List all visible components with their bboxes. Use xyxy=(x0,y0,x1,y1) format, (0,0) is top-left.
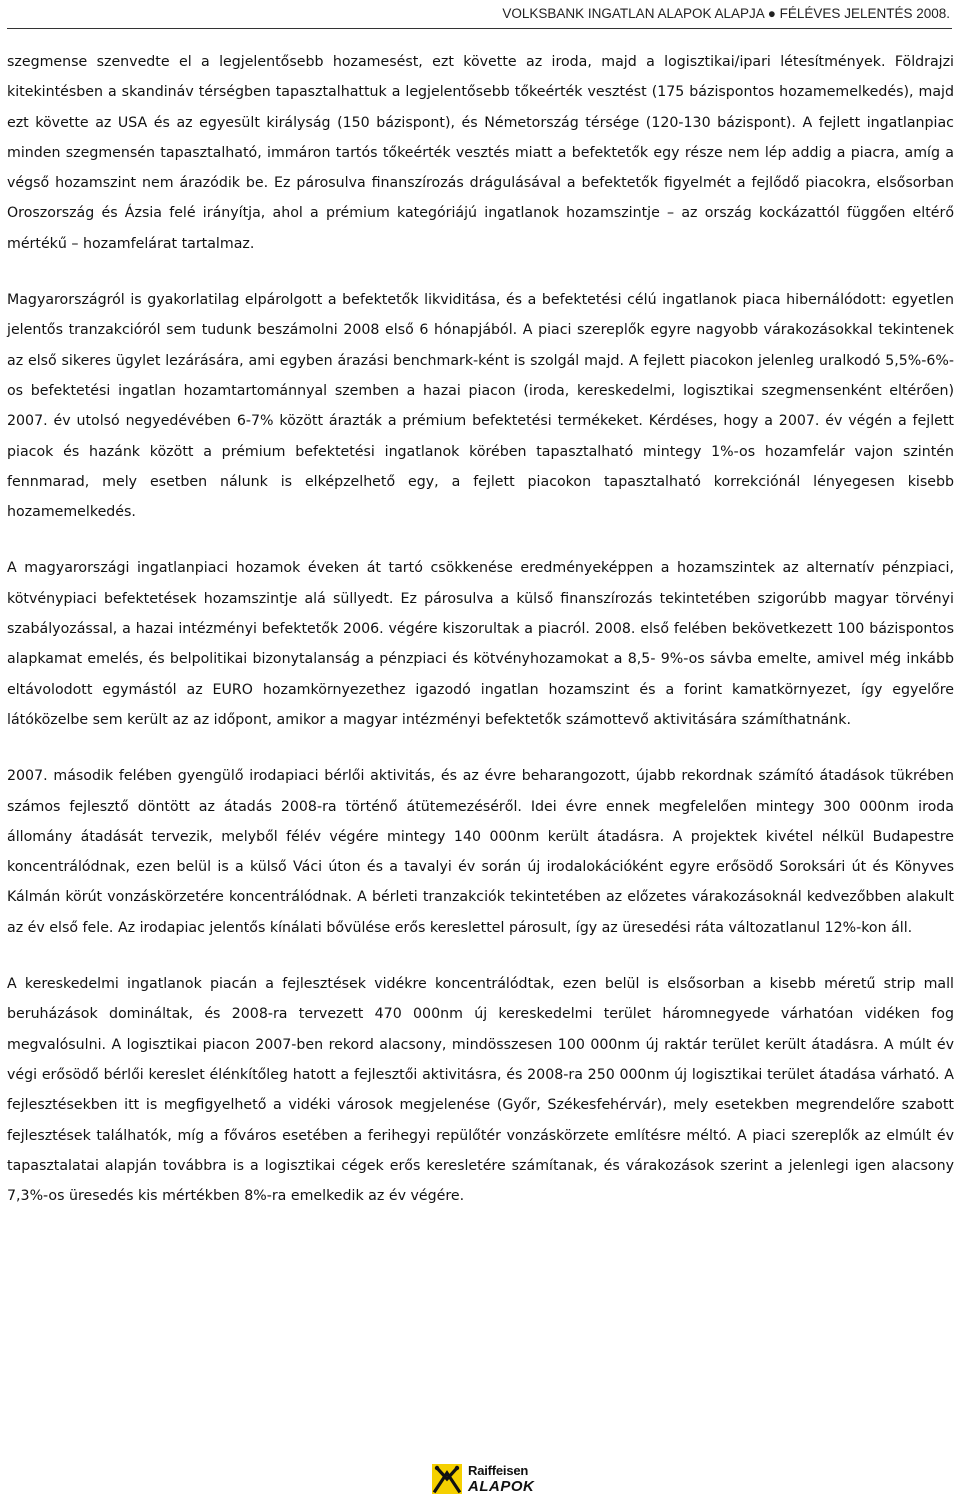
paragraph-hungary-yields: A magyarországi ingatlanpiaci hozamok éveken át tartó csökkenése eredményeképpen a hozamszintek az alternatív pénzpiaci, kötvénypiaci befektetések hozamszintje alá süllyedt. Ez párosulva a külső finanszírozás tekintetében szigorúbb magyar törvényi szabályozással, a hazai intézményi befektetők 2006. végére kiszorultak a piacról. 2008. első felében bekövetkezett 100 bázispontos alapkamat emelés, és belpolitikai bizonytalanság a pénzpiaci és kötvényhozamokat a 8,5- 9%-os sávba emelte, amivel még inkább eltávolodott egymástól az EURO hozamkörnyezethez igazodó ingatlan hozamszint és a forint kamatkörnyezet, így egyelőre látóközelbe sem került az az időpont, amikor a magyar intézményi befektetők számottevő aktivitására számíthatnánk. xyxy=(7,560,954,728)
running-header: VOLKSBANK INGATLAN ALAPOK ALAPJA ● FÉLÉVES JELENTÉS 2008. xyxy=(502,6,950,21)
logo-sub-text: ALAPOK xyxy=(468,1478,535,1495)
raiffeisen-alapok-logo xyxy=(432,1462,552,1496)
paragraph-hungary-liquidity: Magyarországról is gyakorlatilag elpárolgott a befektetők likviditása, és a befektetési célú ingatlanok piaca hibernálódott: egyetlen jelentős tranzakcióról sem tudunk beszámolni 2008 első 6 hónapjából. A piaci szereplők egyre nagyobb várakozásokkal tekintenek az első sikeres ügylet lezárására, ami egyben árazási benchmark-ként is szolgál majd. A fejlett piacokon jelenleg uralkodó 5,5%-6%-os befektetési ingatlan hozamtartománnyal szemben a hazai piacon (iroda, kereskedelmi, logisztikai szegmensenként eltérően) 2007. év utolsó negyedévében 6-7% között árazták a prémium befektetési termékeket. Kérdéses, hogy a 2007. év végén a fejlett piacok és hazánk között a prémium befektetési ingatlanok körében tapasztalható mintegy 1%-os hozamfelár vajon szintén fennmarad, mely esetben nálunk is elképzelhető egy, a fejlett piacokon tapasztalható korrekciónál lényegesen kisebb hozamemelkedés. xyxy=(7,292,954,521)
header-divider xyxy=(7,28,952,29)
paragraph-yield-decline: szegmense szenvedte el a legjelentősebb hozamesést, ezt követte az iroda, majd a logisztikai/ipari létesítmények. Földrajzi kitekintésben a skandináv térségben tapasztalhattuk a legjelentősebb tőkeérték vesztést (175 bázispontos hozamemelkedés), majd ezt követte az USA és az egyesült királyság (150 bázispont), és Németország térsége (120-130 bázispont). A fejlett ingatlanpiac minden szegmensén tapasztalható, immáron tartós tőkeérték vesztés miatt a befektetők egy része nem lép addig a piacra, amíg a végső hozamszint nem árazódik be. Ez párosulva finanszírozás drágulásával a befektetők figyelmét a fejlődő piacokra, elsősorban Oroszország és Ázsia felé irányítja, ahol a prémium kategóriájú ingatlanok hozamszintje – az ország kockázattól függően eltérő mértékű – hozamfelárat tartalmaz. xyxy=(7,54,954,252)
raiffeisen-crossed-horses-gable-icon xyxy=(432,1464,462,1494)
logo-brand-text: Raiffeisen xyxy=(468,1463,529,1478)
paragraph-office-market: 2007. második felében gyengülő irodapiaci bérlői aktivitás, és az évre beharangozott, újabb rekordnak számító átadások tükrében számos fejlesztő döntött az átadás 2008-ra történő átütemezéséről. Idei évre ennek megfelelően mintegy 300 000nm iroda állomány átadását tervezik, melyből félév végére mintegy 140 000nm került átadásra. A projektek kivétel nélkül Budapestre koncentrálódnak, ezen belül is a külső Váci úton és a tavalyi év során új irodalokációként egyre erősödő Soroksári út és Könyves Kálmán körút vonzáskörzetére koncentrálódnak. A bérleti tranzakciók tekintetében az előzetes várakozásoknál kedvezőbben alakult az év első fele. Az irodapiac jelentős kínálati bővülése erős kereslettel párosult, így az üresedési ráta változatlanul 12%-kon áll. xyxy=(7,768,954,936)
document-body xyxy=(7,47,954,1237)
paragraph-retail-logistics: A kereskedelmi ingatlanok piacán a fejlesztések vidékre koncentrálódtak, ezen belül is elsősorban a kisebb méretű strip mall beruházások domináltak, és 2008-ra tervezett 470 000nm új kereskedelmi terület háromnegyede várhatóan vidéken fog megvalósulni. A logisztikai piacon 2007-ben rekord alacsony, mindösszesen 100 000nm új raktár terület került átadásra. A múlt év végi erősödő bérlői kereslet élénkítőleg hatott a fejlesztői aktivitásra, és 2008-ra 250 000nm új logisztikai terület átadása várható. A fejlesztésekben itt is megfigyelhető a vidéki városok megjelenése (Győr, Székesfehérvár), mely esetekben megrendelőre szabott fejlesztések találhatók, míg a főváros esetében a ferihegyi repülőtér vonzáskörzete említésre méltó. A piaci szereplők az elmúlt év tapasztalatai alapján továbbra is a logisztikai cégek erős keresletére számítanak, és várakozások szerint a jelenlegi igen alacsony 7,3%-os üresedés kis mértékben 8%-ra emelkedik az év végére. xyxy=(7,976,954,1205)
